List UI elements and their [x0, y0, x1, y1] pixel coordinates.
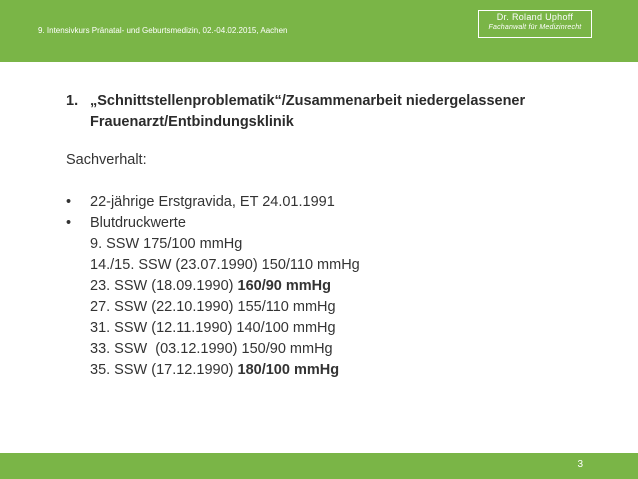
bp-reading-highlight: 160/90 mmHg — [237, 278, 331, 294]
logo-subtitle: Fachanwalt für Medizinrecht — [488, 24, 582, 31]
page-number: 3 — [577, 459, 583, 470]
title-number: 1. — [66, 93, 79, 109]
bp-reading-text: 27. SSW (22.10.1990) 155/110 mmHg — [90, 299, 336, 315]
bullet-symbol: • — [66, 215, 72, 231]
slide-content — [66, 150, 360, 381]
conference-title: 9. Intensivkurs Pränatal- und Geburtsmedizin, 02.-04.02.2015, Aachen — [38, 26, 288, 35]
bp-reading — [66, 360, 360, 381]
bp-reading — [66, 234, 360, 255]
bp-reading-text: 35. SSW (17.12.1990) — [90, 362, 238, 378]
bullet-item — [66, 192, 360, 213]
bp-reading-text: 9. SSW 175/100 mmHg — [90, 236, 243, 252]
bp-reading-text: 23. SSW (18.09.1990) — [90, 278, 238, 294]
bp-reading — [66, 276, 360, 297]
bp-reading — [66, 339, 360, 360]
bp-reading-text: 33. SSW (03.12.1990) 150/90 mmHg — [90, 341, 333, 357]
bp-reading-text: 31. SSW (12.11.1990) 140/100 mmHg — [90, 320, 336, 336]
bullet-item — [66, 213, 360, 234]
bullet-text: 22-jährige Erstgravida, ET 24.01.1991 — [90, 194, 335, 210]
bp-reading — [66, 255, 360, 276]
logo-name: Dr. Roland Uphoff — [496, 12, 574, 22]
bp-reading-text: 14./15. SSW (23.07.1990) 150/110 mmHg — [90, 257, 360, 273]
bullet-text: Blutdruckwerte — [90, 215, 186, 231]
footer-bar — [0, 453, 638, 479]
bp-reading-highlight: 180/100 mmHg — [237, 362, 340, 378]
bullet-symbol: • — [66, 194, 72, 210]
title-text: „Schnittstellenproblematik“/Zusammenarbeit niedergelassener Frauenarzt/Entbindungsklinik — [90, 93, 526, 130]
section-label: Sachverhalt: — [66, 152, 147, 168]
bp-reading — [66, 318, 360, 339]
bp-reading — [66, 297, 360, 318]
slide-title — [66, 91, 606, 133]
law-firm-logo — [478, 10, 592, 38]
header-bar — [0, 0, 638, 62]
